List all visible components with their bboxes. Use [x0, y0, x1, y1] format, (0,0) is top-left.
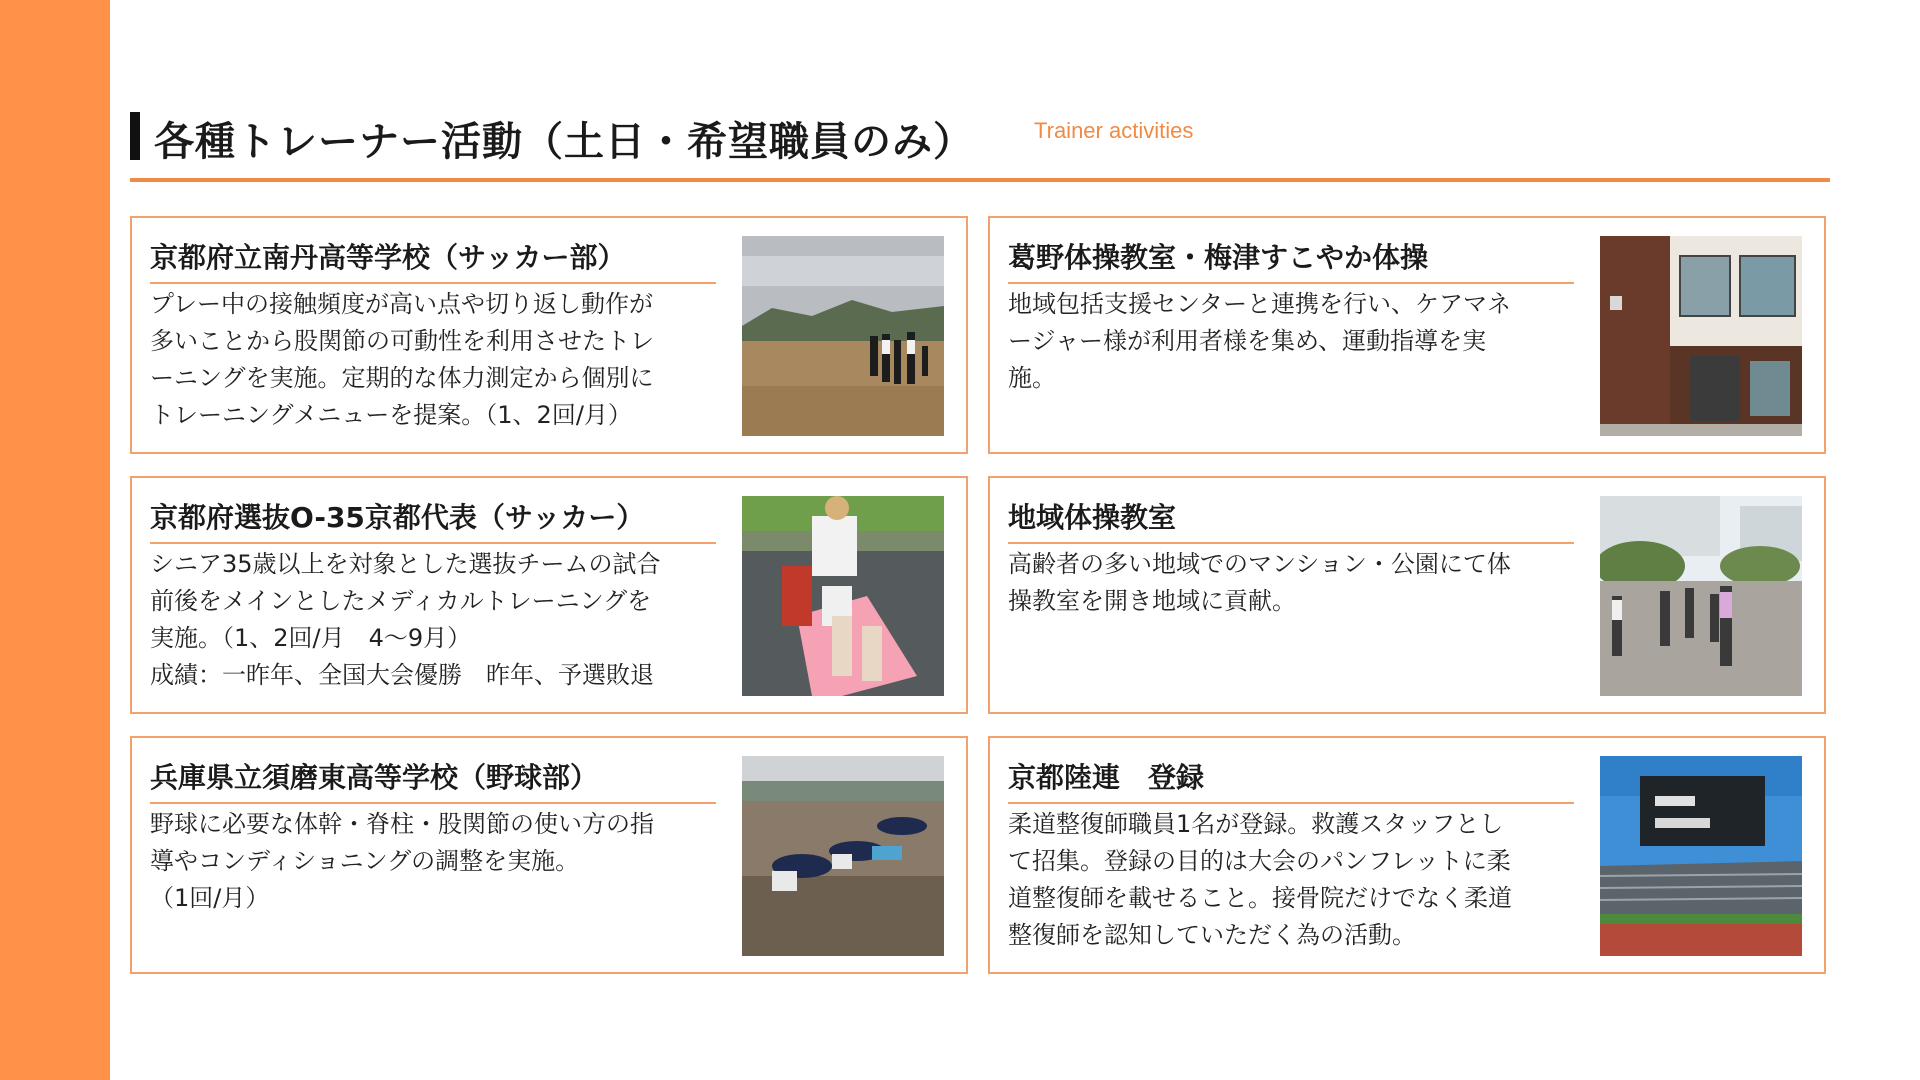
baseball-photo [742, 756, 944, 956]
card-title: 地域体操教室 [1008, 496, 1574, 544]
treatment-photo [742, 496, 944, 696]
left-accent-band [0, 0, 110, 1080]
card-description: シニア35歳以上を対象とした選抜チームの試合 前後をメインとしたメディカルトレーニングを 実施。（1、2回/月 4〜9月） 成績：一昨年、全国大会優勝 昨年、予選敗退 [150, 550, 661, 689]
header-divider [130, 178, 1830, 182]
card-description: 高齢者の多い地域でのマンション・公園にて体 操教室を開き地域に貢献。 [1008, 550, 1511, 615]
building-photo [1600, 236, 1802, 436]
activity-card-nantan [130, 216, 968, 454]
card-title: 京都府選抜O-35京都代表（サッカー） [150, 496, 716, 544]
activity-card-community [988, 476, 1826, 714]
card-description: 野球に必要な体幹・脊柱・股関節の使い方の指 導やコンディショニングの調整を実施。 （1回/月） [150, 810, 654, 912]
activity-card-o35 [130, 476, 968, 714]
stadium-photo [1600, 756, 1802, 956]
page-title: 各種トレーナー活動（土日・希望職員のみ） [154, 119, 974, 165]
page-header [130, 108, 1830, 165]
park-photo [1600, 496, 1802, 696]
card-title: 葛野体操教室・梅津すこやか体操 [1008, 236, 1574, 284]
soccer-field-photo [742, 236, 944, 436]
activity-card-kyoto-athletics [988, 736, 1826, 974]
card-title: 京都府立南丹高等学校（サッカー部） [150, 236, 716, 284]
card-description: 地域包括支援センターと連携を行い、ケアマネ ージャー様が利用者様を集め、運動指導を実 施。 [1008, 290, 1512, 392]
page-subtitle: Trainer activities [1034, 118, 1194, 143]
card-title: 兵庫県立須磨東高等学校（野球部） [150, 756, 716, 804]
title-marker [130, 112, 140, 160]
card-description: プレー中の接触頻度が高い点や切り返し動作が 多いことから股関節の可動性を利用させたトレ ーニングを実施。定期的な体力測定から個別に トレーニングメニューを提案。（1、2回/月） [150, 290, 654, 429]
activity-card-suma [130, 736, 968, 974]
activity-card-umezu [988, 216, 1826, 454]
card-title: 京都陸連 登録 [1008, 756, 1574, 804]
card-description: 柔道整復師職員1名が登録。救護スタッフとし て招集。登録の目的は大会のパンフレットに柔 道整復師を載せること。接骨院だけでなく柔道 整復師を認知していただく為の活動。 [1008, 810, 1512, 949]
